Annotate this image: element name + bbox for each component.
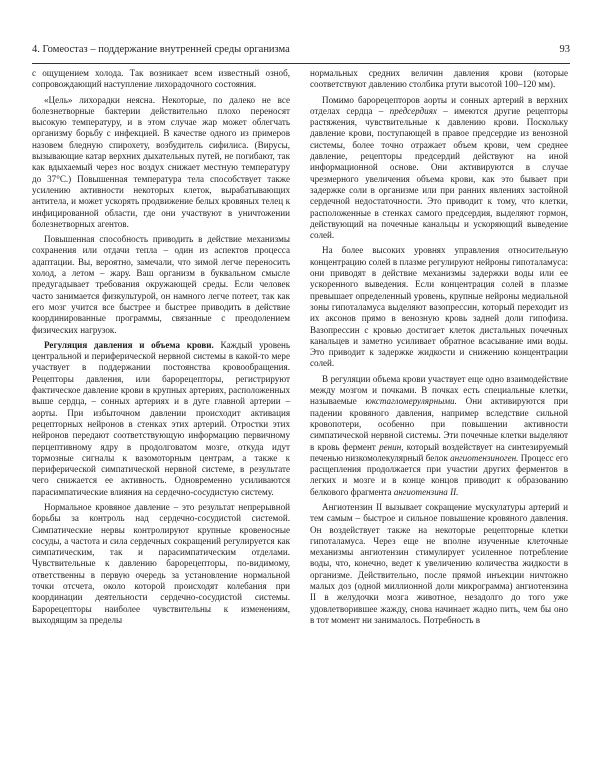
paragraph: На более высоких уровнях управления относительную концентрацию солей в плазме регулируют нейроны гипоталамуса: они приводят в действие механизмы задержки воды или ее ускоренного выведения. Если концентрация солей в плазме превышает определенный уровень, крупные нейроны медиальной зоны гипоталамуса выделяют вазопрессин, который переходит из их аксонов прямо в венозную кровь задней доли гипофиза. Вазопрессин с кровью достигает клеток дистальных почечных канальцев и заметно усиливает обратное всасывание ими воды. Это приводит к задержке жидкости и снижению концентрации солей. xyxy=(310,245,568,369)
paragraph: нормальных средних величин давления крови (которые соответствуют давлению столбика ртути высотой 100–120 мм). xyxy=(310,68,568,90)
running-header xyxy=(32,44,570,60)
paragraph-text: Каждый уровень центральной и периферической нервной системы в какой-то мере участвует в поддержании постоянства кровообращения. Рецепторы давления, или барорецепторы, регистрируют фактическое давление крови в крупных артериях, расположенных выше сердца, – сонных артериях и в дуге главной артерии – аорты. При избыточном давлении происходит активация рецепторных нейронов в стенках этих артерий. Отростки этих нейронов передают соответствующую информацию первичному перцептивному ядру в продолговатом мозге, откуда идут тормозные сигналы к вазомоторным центрам, а также к периферической симпатической нервной системе, в результате чего снижается ее активность. Одновременно усиливаются парасимпатические влияния на сердечно-сосудистую систему. xyxy=(32,339,290,497)
paragraph xyxy=(310,374,568,498)
term: ангиотензина II. xyxy=(393,486,459,497)
section-heading: Регуляция давления и объема крови. xyxy=(44,339,214,350)
paragraph: Ангиотензин II вызывает сокращение мускулатуры артерий и тем самым – быстрое и сильное повышение кровяного давления. Он воздействует также на некоторые рецепторные клетки гипоталамуса. Через еще не вполне изученные клеточные механизмы ангиотензин стимулирует усиленное потребление воды, что, конечно, ведет к увеличению количества жидкости в организме. Действительно, после прямой инъекции ничтожно малых доз (одной миллионной доли микрограмма) ангиотензина II в желудочки мозга животное, незадолго до того уже удовлетворившее жажду, снова начинает жадно пить, чем бы оно в тот момент ни занималось. Потребность в xyxy=(310,501,568,625)
page-number: 93 xyxy=(559,44,570,55)
paragraph: с ощущением холода. Так возникает всем известный озноб, сопровождающий наступление лихорадочного состояния. xyxy=(32,68,290,90)
paragraph-text: Процесс его расщепления продолжается при участии других ферментов в легких и мозге и в конце концов приводит к образованию белкового фрагмента xyxy=(310,452,568,497)
paragraph-text: который воздействует на синтезируемый печенью низкомолекулярный белок xyxy=(310,441,568,463)
term: ангиотензиноген. xyxy=(450,452,519,463)
right-column xyxy=(310,68,568,630)
paragraph: Нормальное кровяное давление – это результат непрерывной борьбы за контроль над сердечно-сосудистой системой. Симпатические нервы контролируют крупные кровеносные сосуды, а частота и сила сердечных сокращений регулируется как симпатическим, так и парасимпатическим отделами. Чувствительные к давлению барорецепторы, по-видимому, ответственны в первую очередь за установление нормальной точки отсчета, около которой происходят колебания при координации деятельности сердечно-сосудистой системы. Барорецепторы наиболее чувствительны к изменениям, выходящим за пределы xyxy=(32,501,290,625)
paragraph: «Цель» лихорадки неясна. Некоторые, по далеко не все болезнетворные бактерии действительно плохо переносят высокую температуру, и в этом случае жар может облегчать организму борьбу с инфекцией. В качестве одного из примеров назовем бледную спирохету, возбудитель сифилиса. (Вирусы, вызывающие катар верхних дыхательных путей, не погибают, так как вдыхаемый через нос воздух снижает местную температуру до 37°С.) Повышенная температура тела способствует также усилению активности некоторых клеток, вырабатывающих антитела, и может ускорять продвижение белых кровяных телец к инфицированной области, где они участвуют в уничтожении болезнетворных агентов. xyxy=(32,94,290,229)
chapter-title: 4. Гомеостаз – поддержание внутренней среды организма xyxy=(32,44,290,55)
paragraph-text: Помимо барорецепторов аорты и сонных артерий в верхних отделах сердца – xyxy=(310,94,568,116)
paragraph-text: В регуляции объема крови участвует еще одно взаимодействие между мозгом и почками. В почках есть специальные клетки, называемые xyxy=(310,373,568,407)
term: юкстагломерулярными. xyxy=(365,396,457,407)
paragraph xyxy=(310,95,568,242)
left-column xyxy=(32,68,290,630)
paragraph: Повышенная способность приводить в действие механизмы сохранения или отдачи тепла – один из аспектов процесса адаптации. Вы, вероятно, замечали, что зимой легче переносить холод, а летом – жару. Ваш организм в буквальном смысле предугадывает требования окружающей среды. Если человек часто занимается физкультурой, он намного легче потеет, так как его мозг учится все быстрее и быстрее приводить в действие координированные программы, связанные с преодолением физических нагрузок. xyxy=(32,234,290,335)
paragraph xyxy=(32,340,290,498)
paragraph-text: – имеются другие рецепторы растяжения, чувствительные к давлению крови. Поскольку давление крови, поступающей в правое предсердие из венозной системы, более точно отражает объем крови, чем среднее давление, рецепторы предсердий действуют на иной информационной основе. Они активируются в случае чрезмерного увеличения объема крови, как это бывает при задержке соли в организме или при ранних явлениях застойной сердечной недостаточности. Это приводит к тому, что клетки, расположенные в стенках самого предсердия, выделяют гормон, действующий на почечные канальцы и ускоряющий выведение солей. xyxy=(310,105,569,241)
term: ренин, xyxy=(379,441,404,452)
term: предсердиях xyxy=(389,105,437,116)
header-rule xyxy=(32,63,570,64)
paragraph-text: Они активируются при падении кровяного давления, например вследствие сильной кровопотери, особенно при повышении активности симпатической нервной системы. Эти почечные клетки выделяют в кровь фермент xyxy=(310,396,568,452)
